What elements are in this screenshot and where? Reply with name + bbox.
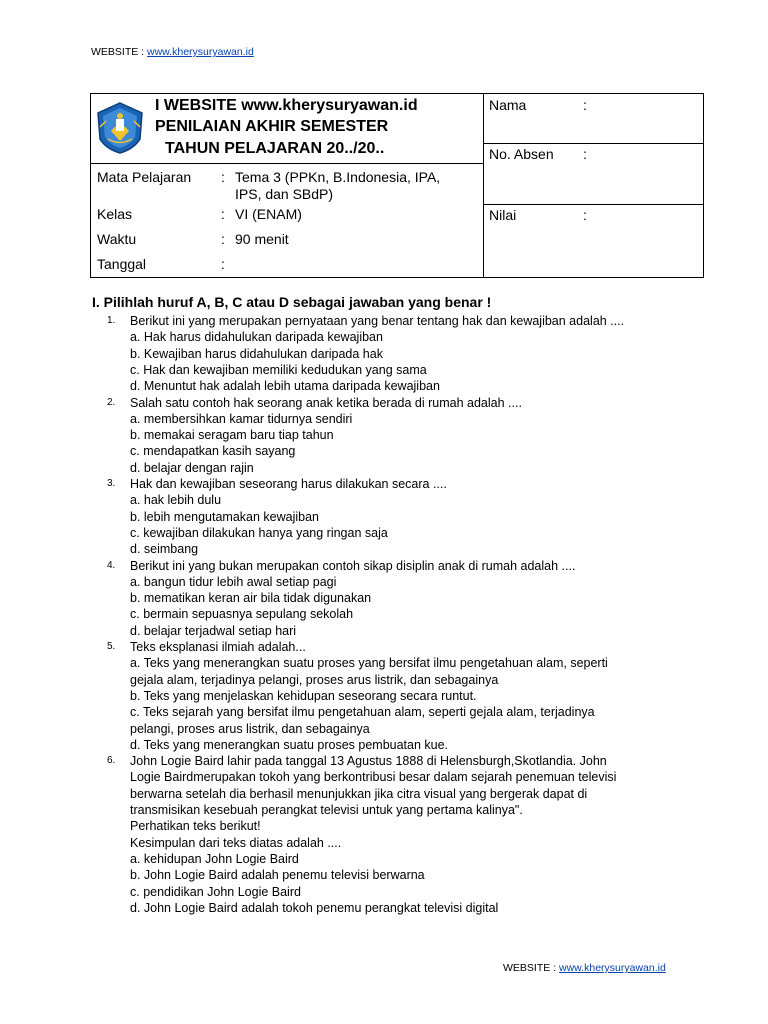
question-text-line: pelangi, proses arus listrik, dan sebagainya xyxy=(130,721,370,736)
question-number: 4. xyxy=(107,559,116,571)
website-header xyxy=(91,46,254,58)
answer-option: a. bangun tidur lebih awal setiap pagi xyxy=(130,574,337,589)
exam-header-table xyxy=(90,93,704,278)
name-colon: : xyxy=(583,97,587,113)
question-text-line: transmisikan kesebuah perangkat televisi untuk yang pertama kalinya". xyxy=(130,803,523,817)
answer-option: c. mendapatkan kasih sayang xyxy=(130,444,296,459)
name-cell xyxy=(483,94,703,144)
answer-option: a. membersihkan kamar tidurnya sendiri xyxy=(130,411,353,426)
class-value: VI (ENAM) xyxy=(235,206,302,222)
date-colon: : xyxy=(221,256,225,272)
answer-option: a. Teks yang menerangkan suatu proses yang bersifat ilmu pengetahuan alam, seperti xyxy=(130,656,608,671)
absence-number-cell xyxy=(483,143,703,205)
answer-option: d. John Logie Baird adalah tokoh penemu perangkat televisi digital xyxy=(130,900,499,915)
answer-option: b. memakai seragam baru tiap tahun xyxy=(130,428,334,443)
title-line-1: I WEBSITE www.kherysuryawan.id xyxy=(155,97,418,114)
subject-colon: : xyxy=(221,169,225,185)
question-text-line: gejala alam, terjadinya pelangi, proses arus listrik, dan sebagainya xyxy=(130,672,499,687)
answer-option: c. bermain sepuasnya sepulang sekolah xyxy=(130,607,354,622)
website-footer xyxy=(503,962,666,974)
answer-option: b. Teks yang menjelaskan kehidupan seseorang secara runtut. xyxy=(130,688,477,703)
class-colon: : xyxy=(221,206,225,222)
question-number: 2. xyxy=(107,396,116,408)
class-label: Kelas xyxy=(97,206,133,222)
answer-option: c. Hak dan kewajiban memiliki kedudukan yang sama xyxy=(130,362,427,377)
score-colon: : xyxy=(583,207,587,223)
exam-info-panel xyxy=(91,94,484,278)
question-number: 5. xyxy=(107,641,116,652)
subject-value xyxy=(235,169,440,203)
subject-value-line-1: Tema 3 (PPKn, B.Indonesia, IPA, xyxy=(235,169,441,185)
score-label: Nilai xyxy=(489,207,517,223)
title-line-2: PENILAIAN AKHIR SEMESTER xyxy=(155,118,389,135)
answer-option: a. hak lebih dulu xyxy=(130,493,222,508)
question-number: 1. xyxy=(107,315,116,326)
answer-option: b. mematikan keran air bila tidak digunakan xyxy=(130,591,372,606)
section-title: I. Pilihlah huruf A, B, C atau D sebagai jawaban yang benar ! xyxy=(92,294,492,310)
absence-number-colon: : xyxy=(583,146,587,162)
question-number: 6. xyxy=(107,755,116,767)
answer-option: b. lebih mengutamakan kewajiban xyxy=(130,509,320,524)
question-text: Berikut ini yang bukan merupakan contoh sikap disiplin anak di rumah adalah .... xyxy=(130,558,576,573)
website-label: WEBSITE : xyxy=(91,46,148,58)
question-text: John Logie Baird lahir pada tanggal 13 Agustus 1888 di Helensburgh,Skotlandia. John xyxy=(130,754,607,769)
answer-option: d. belajar dengan rajin xyxy=(130,460,254,475)
question-text: Teks eksplanasi ilmiah adalah... xyxy=(130,640,306,654)
answer-option: b. John Logie Baird adalah penemu televisi berwarna xyxy=(130,868,425,883)
question-text-line: Perhatikan teks berikut! xyxy=(130,819,261,834)
website-link[interactable]: www.kherysuryawan.id xyxy=(147,46,254,58)
time-colon: : xyxy=(221,231,225,247)
title-line-3: TAHUN PELAJARAN 20../20.. xyxy=(165,140,385,157)
question-text-line: Logie Bairdmerupakan tokoh yang berkontribusi besar dalam sejarah penemuan televisi xyxy=(130,770,617,785)
question-text-line: berwarna setelah dia berhasil menunjukkan jika citra visual yang bergerak dapat di xyxy=(130,786,588,801)
tut-wuri-handayani-logo-icon xyxy=(94,101,146,155)
question-text: Berikut ini yang merupakan pernyataan yang benar tentang hak dan kewajiban adalah .... xyxy=(130,314,625,328)
answer-option: c. Teks sejarah yang bersifat ilmu pengetahuan alam, seperti gejala alam, terjadinya xyxy=(130,705,595,720)
date-label: Tanggal xyxy=(97,256,147,272)
website-footer-link[interactable]: www.kherysuryawan.id xyxy=(559,962,666,974)
student-info-panel xyxy=(483,94,703,278)
score-cell xyxy=(483,204,703,278)
answer-option: b. Kewajiban harus didahulukan daripada hak xyxy=(130,346,383,361)
answer-option: a. kehidupan John Logie Baird xyxy=(130,851,299,866)
website-footer-label: WEBSITE : xyxy=(503,962,560,974)
question-text-line: Kesimpulan dari teks diatas adalah .... xyxy=(130,835,342,850)
answer-option: a. Hak harus didahulukan daripada kewajiban xyxy=(130,330,383,345)
subject-label: Mata Pelajaran xyxy=(97,169,192,185)
answer-option: d. seimbang xyxy=(130,542,199,557)
answer-option: d. belajar terjadwal setiap hari xyxy=(130,623,297,638)
answer-option: d. Teks yang menerangkan suatu proses pembuatan kue. xyxy=(130,737,449,752)
answer-option: c. pendidikan John Logie Baird xyxy=(130,884,301,899)
title-box xyxy=(91,94,483,164)
question-text: Salah satu contoh hak seorang anak ketika berada di rumah adalah .... xyxy=(130,395,522,410)
answer-option: c. kewajiban dilakukan hanya yang ringan saja xyxy=(130,525,388,540)
time-label: Waktu xyxy=(97,231,137,247)
subject-value-line-2: IPS, dan SBdP) xyxy=(235,186,334,202)
answer-option: d. Menuntut hak adalah lebih utama daripada kewajiban xyxy=(130,379,440,394)
name-label: Nama xyxy=(489,97,527,113)
absence-number-label: No. Absen xyxy=(489,146,554,162)
question-number: 3. xyxy=(107,478,116,489)
question-text: Hak dan kewajiban seseorang harus dilakukan secara .... xyxy=(130,477,447,491)
time-value: 90 menit xyxy=(235,231,289,247)
